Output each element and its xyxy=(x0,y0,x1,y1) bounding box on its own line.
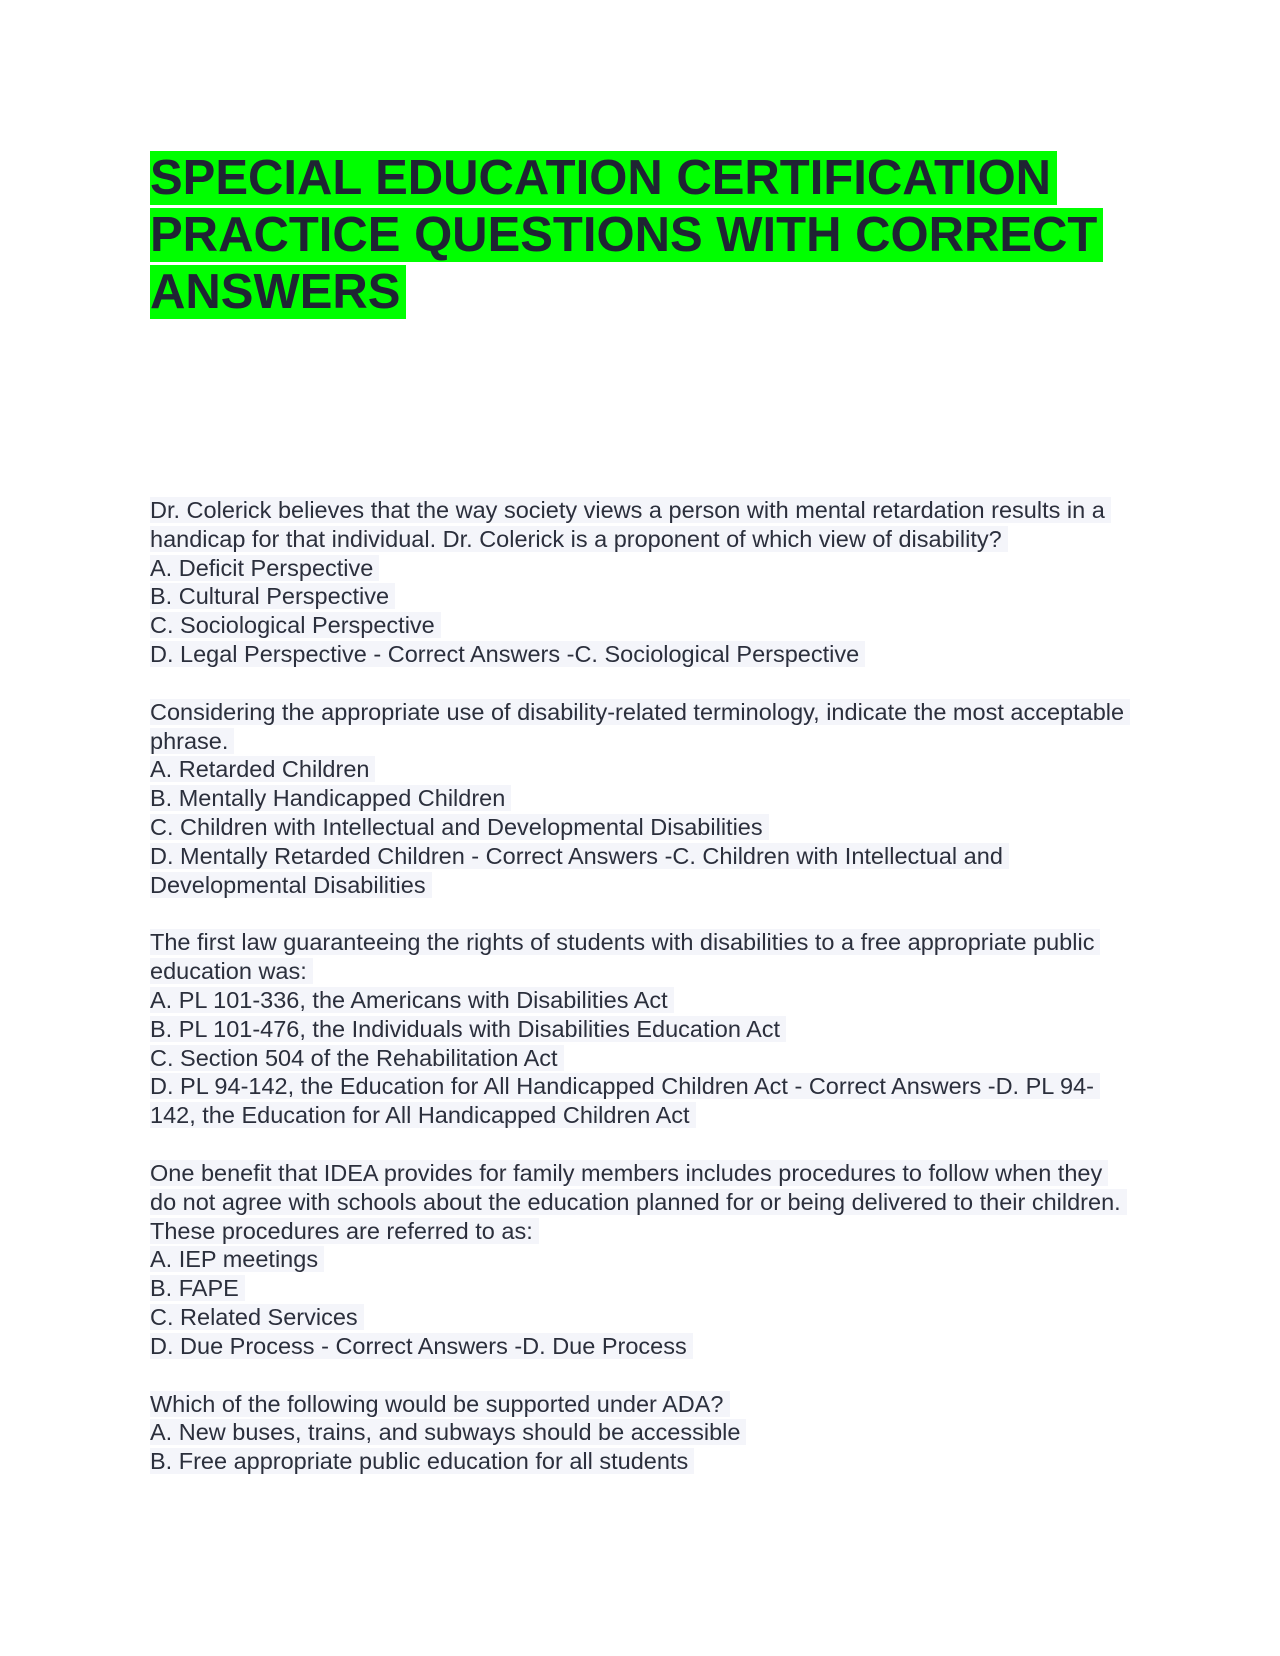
answer-option-with-correct-answer: D. Legal Perspective - Correct Answers -C. Sociological Perspective xyxy=(150,641,865,667)
answer-option: B. PL 101-476, the Individuals with Disabilities Education Act xyxy=(150,1016,786,1042)
answer-option: B. FAPE xyxy=(150,1275,245,1301)
document-title-text: SPECIAL EDUCATION CERTIFICATION PRACTICE QUESTIONS WITH CORRECT ANSWERS xyxy=(150,151,1103,319)
question-stem: Which of the following would be supported under ADA? xyxy=(150,1391,730,1417)
answer-option: B. Cultural Perspective xyxy=(150,583,395,609)
answer-option-with-correct-answer: D. Mentally Retarded Children - Correct Answers -C. Children with Intellectual and Developmental Disabilities xyxy=(150,843,1009,898)
question-4 xyxy=(150,1159,1130,1361)
question-1 xyxy=(150,496,1130,669)
answer-option: B. Mentally Handicapped Children xyxy=(150,785,511,811)
answer-option: C. Related Services xyxy=(150,1304,364,1330)
answer-option: A. Retarded Children xyxy=(150,756,375,782)
question-3 xyxy=(150,928,1130,1130)
question-stem: Considering the appropriate use of disability-related terminology, indicate the most acceptable phrase. xyxy=(150,699,1130,754)
answer-option: A. New buses, trains, and subways should be accessible xyxy=(150,1419,746,1445)
answer-option-with-correct-answer: D. PL 94-142, the Education for All Handicapped Children Act - Correct Answers -D. PL 94-142, the Education for All Handicapped Children Act xyxy=(150,1073,1100,1128)
answer-option-with-correct-answer: D. Due Process - Correct Answers -D. Due Process xyxy=(150,1333,693,1359)
answer-option: A. PL 101-336, the Americans with Disabilities Act xyxy=(150,987,674,1013)
answer-option: A. IEP meetings xyxy=(150,1246,324,1272)
answer-option: A. Deficit Perspective xyxy=(150,555,379,581)
answer-option: C. Section 504 of the Rehabilitation Act xyxy=(150,1045,564,1071)
question-list xyxy=(150,496,1130,1476)
document-page xyxy=(150,150,1130,1505)
answer-option: C. Sociological Perspective xyxy=(150,612,441,638)
question-stem: The first law guaranteeing the rights of students with disabilities to a free appropriate public education was: xyxy=(150,929,1100,984)
question-5 xyxy=(150,1390,1130,1476)
answer-option: C. Children with Intellectual and Developmental Disabilities xyxy=(150,814,769,840)
answer-option: B. Free appropriate public education for all students xyxy=(150,1448,694,1474)
question-stem: One benefit that IDEA provides for family members includes procedures to follow when they do not agree with schools about the education planned for or being delivered to their children. These procedures are referred to as: xyxy=(150,1160,1127,1244)
document-title xyxy=(150,150,1130,321)
question-2 xyxy=(150,698,1130,900)
question-stem: Dr. Colerick believes that the way society views a person with mental retardation results in a handicap for that individual. Dr. Colerick is a proponent of which view of disability? xyxy=(150,497,1111,552)
